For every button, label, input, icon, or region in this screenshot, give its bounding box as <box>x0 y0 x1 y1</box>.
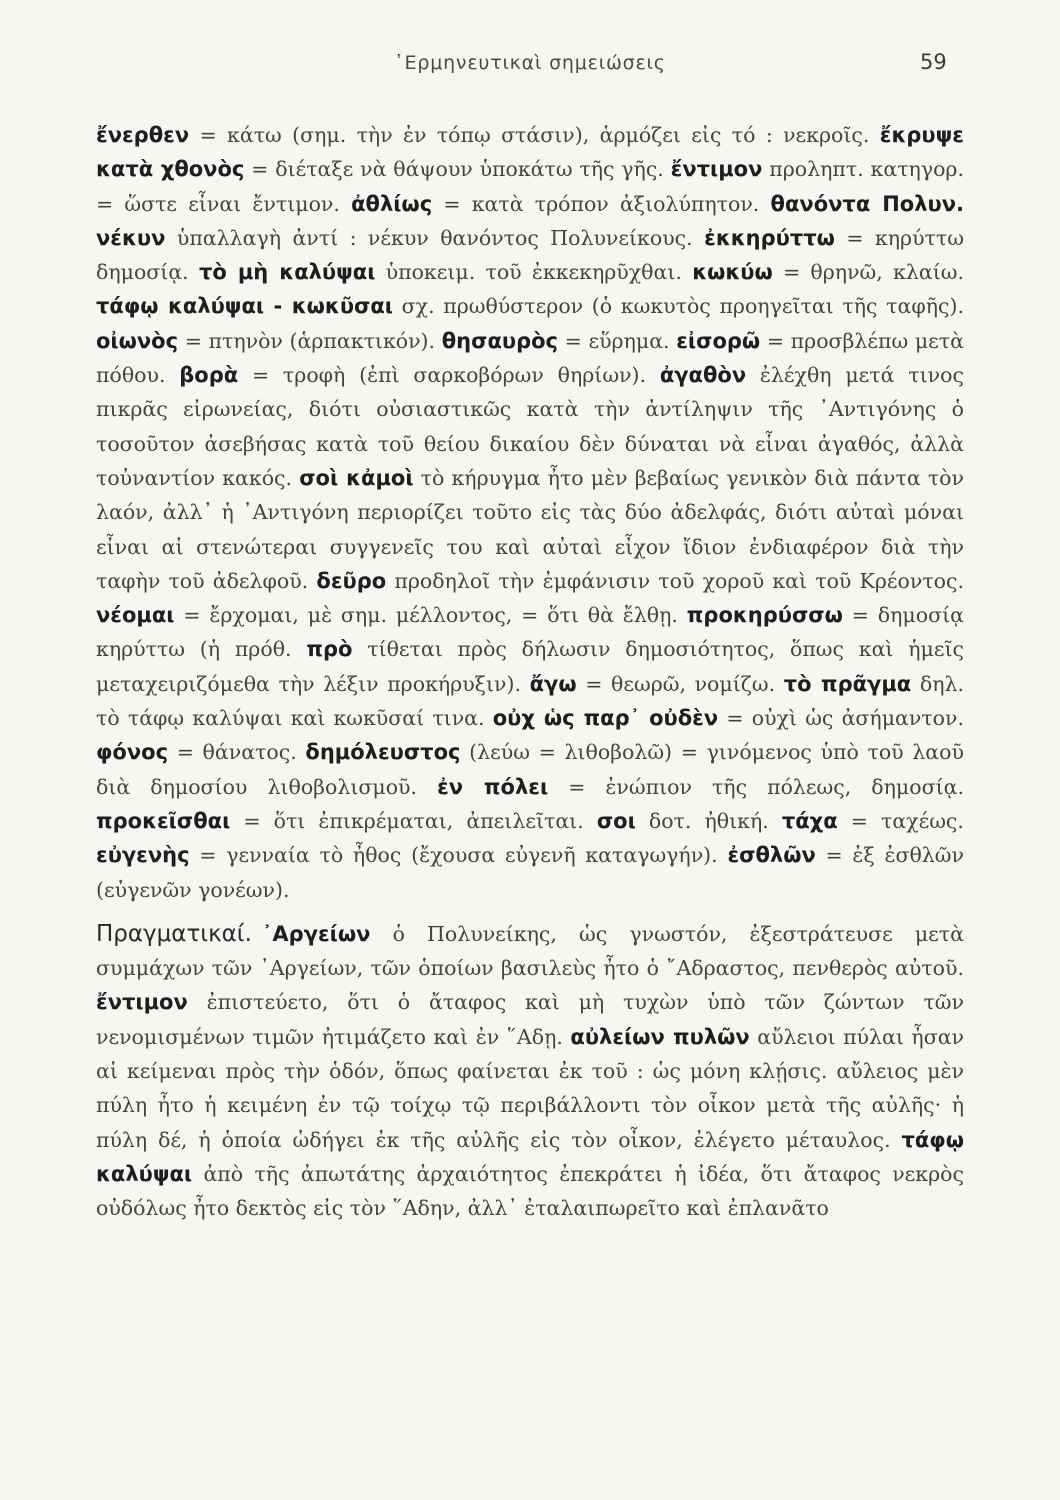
definition: = θεωρῶ, νομίζω. <box>585 671 776 696</box>
term: σοι <box>596 808 636 833</box>
term: κωκύω <box>692 260 773 285</box>
definition: (λεύω = λιθοβολῶ) = γινόμενος ὑπὸ τοῦ λαοῦ διὰ δημοσίου λιθοβολισμοῦ. <box>96 740 964 799</box>
definition: σχ. πρωθύστερον (ὁ κωκυτὸς προηγεῖται τῆς ταφῆς). <box>401 294 964 319</box>
definition: προληπτ. κατηγορ. = ὥστε εἶναι ἔντιμον. <box>96 157 964 216</box>
glossary-paragraph <box>96 118 964 907</box>
term: προκεῖσθαι <box>96 808 231 833</box>
term: ἔντιμον <box>96 990 188 1015</box>
term: νέομαι <box>96 603 175 628</box>
term: πρὸ <box>306 637 353 662</box>
definition: ἐπιστεύετο, ὅτι ὁ ἄταφος καὶ μὴ τυχὼν ὑπὸ τῶν ζώντων τῶν νενομισμένων τιμῶν ἠτιμάζετο καὶ ἐν ῞Αδῃ. <box>96 990 964 1049</box>
term: σοὶ κἀμοὶ <box>299 465 414 490</box>
definition: = ὅτι ἐπικρέμαται, ἀπειλεῖται. <box>243 808 584 833</box>
definition: τίθεται πρὸς δήλωσιν δημοσιότητος, ὅπως καὶ ἡμεῖς μεταχειριζόμεθα τὴν λέξιν προκήρυξιν). <box>96 637 964 696</box>
definition: = ταχέως. <box>850 808 964 833</box>
definition: δοτ. ἠθική. <box>648 808 769 833</box>
running-title: ῾Ερμηνευτικαὶ σημειώσεις <box>394 52 666 74</box>
definition: ὑπαλλαγὴ ἀντί : νέκυν θανόντος Πολυνείκους. <box>176 225 693 250</box>
term: προκηρύσσω <box>686 603 843 628</box>
term: τάφῳ καλύψαι <box>96 1127 964 1186</box>
definition: = θρηνῶ, κλαίω. <box>782 260 964 285</box>
term: ἐν πόλει <box>437 774 549 799</box>
definition: αὔλειοι πύλαι ἦσαν αἱ κείμεναι πρὸς τὴν ὁδόν, ὅπως φαίνεται ἐκ τοῦ : ὡς μόνη κλῄσις. αὔλειος μὲν πύλη ἦτο ἡ κειμένη ἐν τῷ τοίχῳ τῷ περιβάλλοντι τὸν οἶκον μετὰ τῆς αὐλῆς· ἡ πύλη δέ, ἡ ὁποία ὡδήγει ἐκ τῆς αὐλῆς εἰς τὸν οἶκον, ἐλέγετο μέταυλος. <box>96 1024 964 1152</box>
definition: = δημοσίᾳ κηρύττω (ἡ πρόθ. <box>96 603 964 662</box>
definition: ἀπὸ τῆς ἀπωτάτης ἀρχαιότητος ἐπεκράτει ἡ ἰδέα, ὅτι ἄταφος νεκρὸς οὐδόλως ἦτο δεκτὸς εἰς τὸν ῞Αδην, ἀλλ᾿ ἐταλαιπωρεῖτο καὶ ἐπλανᾶτο <box>96 1161 964 1221</box>
definition: ὑποκειμ. τοῦ ἐκκεκηρῦχθαι. <box>385 260 682 285</box>
term: τάφῳ καλύψαι - κωκῦσαι <box>96 294 393 319</box>
definition: = κηρύττω δημοσίᾳ. <box>96 225 964 285</box>
term: δημόλευστος <box>305 740 461 765</box>
definition: = γενναία τὸ ἦθος (ἔχουσα εὐγενῆ καταγωγήν). <box>199 843 718 868</box>
definition: = ἔρχομαι, μὲ σημ. μέλλοντος, = ὅτι θὰ ἔλθῃ. <box>183 603 678 628</box>
term: θησαυρὸς <box>441 328 558 353</box>
definition: = ἐνώπιον τῆς πόλεως, δημοσίᾳ. <box>568 774 964 799</box>
term: ἔκρυψε κατὰ χθονὸς <box>96 123 964 182</box>
term: αὐλείων πυλῶν <box>570 1024 750 1049</box>
term: ἄγω <box>529 671 577 696</box>
term: τάχα <box>781 808 838 833</box>
definition: = τροφὴ (ἐπὶ σαρκοβόρων θηρίων). <box>251 363 647 388</box>
definition: δηλ. τὸ τάφῳ καλύψαι καὶ κωκῦσαί τινα. <box>96 671 964 731</box>
definition: ἐλέχθη μετά τινος πικρᾶς εἰρωνείας, διότι οὐσιαστικῶς κατὰ τὴν ἀντίληψιν τῆς ᾿Αντιγόνης ὁ τοσοῦτον ἀσεβήσας κατὰ τοῦ θείου δικαίου δὲν δύναται νὰ εἶναι ἀγαθός, ἀλλὰ τοὐναντίον κακός. <box>96 363 964 490</box>
term: δεῦρο <box>316 568 387 593</box>
term: τὸ μὴ καλύψαι <box>198 260 376 285</box>
term: ἔνερθεν <box>96 123 190 147</box>
term: νέκυν <box>96 225 166 250</box>
realia-paragraph <box>96 917 964 1226</box>
definition: = προσβλέπω μετὰ πόθου. <box>96 328 964 388</box>
definition: = διέταξε νὰ θάψουν ὑποκάτω τῆς γῆς. <box>251 157 664 182</box>
term: τὸ πρᾶγμα <box>783 671 912 696</box>
definition: ὁ Πολυνείκης, ὡς γνωστόν, ἐξεστράτευσε μετὰ συμμάχων τῶν ᾿Αργείων, τῶν ὁποίων βασιλεὺς ἦτο ὁ ῎Αδραστος, πενθερὸς αὐτοῦ. <box>96 921 964 981</box>
definition: = κάτω (σημ. τὴν ἐν τόπῳ στάσιν), ἁρμόζει εἰς τό : νεκροῖς. <box>199 123 870 147</box>
definition: = εὕρημα. <box>564 328 670 353</box>
term: βορὰ <box>179 363 239 388</box>
definition: = οὐχὶ ὡς ἀσήμαντον. <box>726 706 964 731</box>
term: θανόντα Πολυν. <box>770 191 964 216</box>
page-number: 59 <box>920 50 947 74</box>
term: οὐχ ὡς παρ᾿ οὐδὲν <box>492 706 719 731</box>
term: ἀγαθὸν <box>659 363 747 388</box>
definition: = θάνατος. <box>176 740 297 765</box>
term: εἰσορῶ <box>676 328 761 353</box>
definition: = πτηνὸν (ἁρπακτικόν). <box>184 328 436 353</box>
definition: = κατὰ τρόπον ἀξιολύπητον. <box>443 191 760 216</box>
definition: προδηλοῖ τὴν ἐμφάνισιν τοῦ χοροῦ καὶ τοῦ Κρέοντος. <box>394 568 965 593</box>
term: ἔντιμον <box>670 157 763 182</box>
section-label: Πραγματικαί. <box>96 920 252 947</box>
term: φόνος <box>96 740 169 765</box>
definition: = ἐξ ἐσθλῶν (εὐγενῶν γονέων). <box>96 843 964 902</box>
term: εὐγενὴς <box>96 843 190 868</box>
term: ἐσθλῶν <box>727 843 816 868</box>
term: ᾿Αργείων <box>261 921 371 946</box>
term: ἀθλίως <box>351 191 433 216</box>
term: ἐκκηρύττω <box>704 225 835 250</box>
definition: τὸ κήρυγμα ἦτο μὲν βεβαίως γενικὸν διὰ πάντα τὸν λαόν, ἀλλ᾿ ἡ ᾿Αντιγόνη περιορίζει τοῦτο εἰς τὰς δύο ἀδελφάς, διότι αὐταὶ μόναι εἶναι αἱ στενώτεραι συγγενεῖς του καὶ αὐταὶ εἶχον ἴδιον ἐνδιαφέρον διὰ τὴν ταφὴν τοῦ ἀδελφοῦ. <box>96 465 964 593</box>
page-body <box>96 118 964 1226</box>
term: οἰωνὸς <box>96 328 179 353</box>
